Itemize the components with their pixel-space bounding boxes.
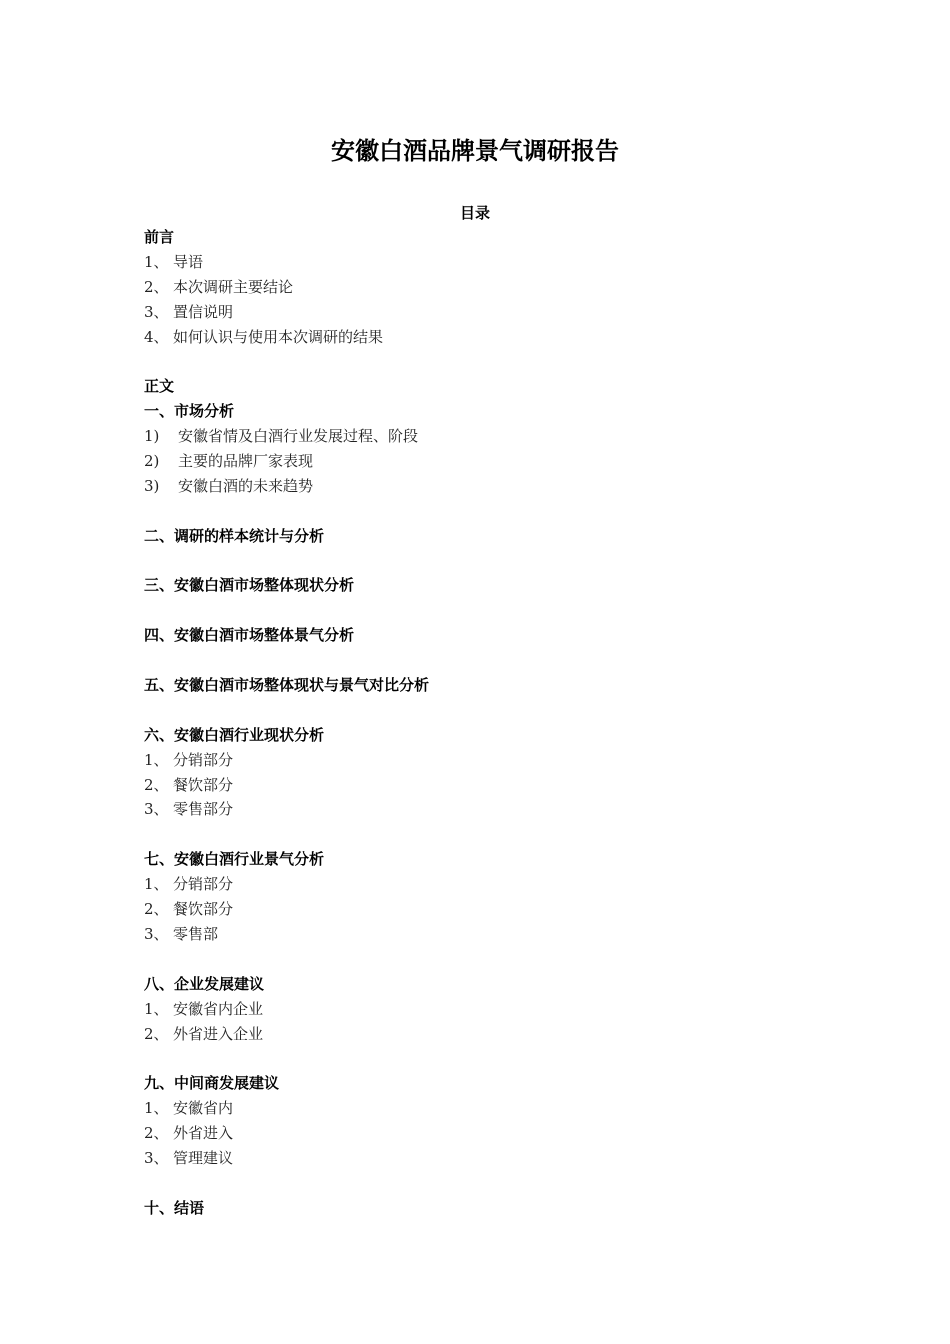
toc-item xyxy=(144,797,844,822)
preface-heading: 前言 xyxy=(144,228,175,246)
item-number: 2) xyxy=(144,452,160,471)
spacer xyxy=(144,947,844,972)
item-number: 3、 xyxy=(144,800,169,819)
spacer xyxy=(144,822,844,847)
item-number: 1、 xyxy=(144,999,169,1018)
item-text: 导语 xyxy=(173,252,204,271)
item-text: 如何认识与使用本次调研的结果 xyxy=(173,327,384,346)
section-heading-7: 七、安徽白酒行业景气分析 xyxy=(144,850,325,869)
toc-item xyxy=(144,300,844,325)
item-number: 1) xyxy=(144,427,160,446)
toc-item xyxy=(144,872,844,897)
item-text: 零售部 xyxy=(173,924,219,943)
toc-item xyxy=(144,897,844,922)
document-title: 安徽白酒品牌景气调研报告 xyxy=(331,137,619,165)
toc-item xyxy=(144,474,844,499)
item-text: 安徽省内企业 xyxy=(173,999,264,1018)
item-number: 4、 xyxy=(144,327,169,346)
item-number: 1、 xyxy=(144,750,169,769)
spacer xyxy=(144,1046,844,1071)
item-number: 2、 xyxy=(144,277,169,296)
item-number: 1、 xyxy=(144,875,169,894)
body-heading: 正文 xyxy=(144,377,175,396)
item-number: 1、 xyxy=(144,1099,169,1118)
item-number: 2、 xyxy=(144,775,169,794)
item-text: 管理建议 xyxy=(173,1148,234,1167)
spacer xyxy=(144,648,844,673)
table-of-contents xyxy=(144,225,844,1221)
spacer xyxy=(144,598,844,623)
item-number: 3、 xyxy=(144,924,169,943)
toc-item xyxy=(144,997,844,1022)
item-number: 1、 xyxy=(144,252,169,271)
spacer xyxy=(144,549,844,574)
item-number: 3、 xyxy=(144,1148,169,1167)
toc-item xyxy=(144,449,844,474)
toc-item xyxy=(144,1096,844,1121)
toc-item xyxy=(144,748,844,773)
item-number: 2、 xyxy=(144,900,169,919)
item-text: 外省进入 xyxy=(173,1124,234,1143)
section-heading-3: 三、安徽白酒市场整体现状分析 xyxy=(144,576,355,595)
item-text: 分销部分 xyxy=(173,750,234,769)
item-number: 3、 xyxy=(144,302,169,321)
item-text: 餐饮部分 xyxy=(173,775,234,794)
item-number: 3) xyxy=(144,476,160,495)
toc-item xyxy=(144,1121,844,1146)
item-text: 外省进入企业 xyxy=(173,1024,264,1043)
spacer xyxy=(144,1171,844,1196)
item-number: 2、 xyxy=(144,1124,169,1143)
toc-item xyxy=(144,325,844,350)
item-number: 2、 xyxy=(144,1024,169,1043)
item-text: 安徽省内 xyxy=(173,1099,234,1118)
spacer xyxy=(144,349,844,374)
section-heading-1: 一、市场分析 xyxy=(144,402,235,421)
section-heading-2: 二、调研的样本统计与分析 xyxy=(144,526,325,545)
toc-item xyxy=(144,773,844,798)
toc-item xyxy=(144,424,844,449)
item-text: 分销部分 xyxy=(173,875,234,894)
spacer xyxy=(144,499,844,524)
section-heading-9: 九、中间商发展建议 xyxy=(144,1074,280,1093)
item-text: 主要的品牌厂家表现 xyxy=(178,452,314,471)
section-heading-4: 四、安徽白酒市场整体景气分析 xyxy=(144,626,355,645)
toc-item xyxy=(144,922,844,947)
toc-item xyxy=(144,1022,844,1047)
item-text: 餐饮部分 xyxy=(173,900,234,919)
section-heading-10: 十、结语 xyxy=(144,1198,205,1217)
toc-item xyxy=(144,1146,844,1171)
item-text: 置信说明 xyxy=(173,302,234,321)
item-text: 安徽省情及白酒行业发展过程、阶段 xyxy=(178,427,419,446)
toc-item xyxy=(144,250,844,275)
item-text: 安徽白酒的未来趋势 xyxy=(178,476,314,495)
toc-item xyxy=(144,275,844,300)
toc-heading: 目录 xyxy=(459,204,490,222)
spacer xyxy=(144,698,844,723)
item-text: 零售部分 xyxy=(173,800,234,819)
section-heading-8: 八、企业发展建议 xyxy=(144,974,265,993)
section-heading-5: 五、安徽白酒市场整体现状与景气对比分析 xyxy=(144,676,430,695)
item-text: 本次调研主要结论 xyxy=(173,277,294,296)
section-heading-6: 六、安徽白酒行业现状分析 xyxy=(144,725,325,744)
